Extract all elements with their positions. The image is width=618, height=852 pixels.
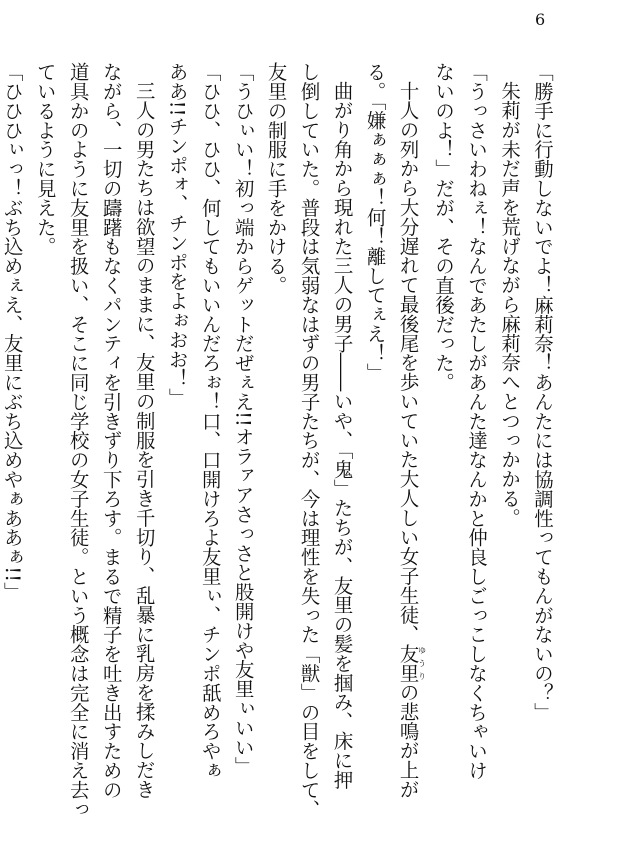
text-line-13: 三人の男たちは欲望のままに、友里の制服を引き千切り、乱暴に乳房を揉みしだき: [132, 81, 156, 800]
text-line-5: [391, 62, 426, 822]
text-line-7: 曲がり角から現れた三人の男子――いや、「鬼」たちが、友里の髪を掴み、床に押: [330, 81, 354, 790]
novel-text: [0, 62, 558, 822]
text-line-14: ながら、一切の躊躇もなくパンティを引きずり下ろす。まるで精子を吐き出すための: [99, 62, 123, 800]
text-line-5-after: の悲鳴が上が: [396, 682, 420, 800]
text-line-8: し倒していた。普段は気弱なはずの男子たちが、今は理性を失った「獣」の目をして、: [297, 62, 321, 819]
text-line-15: 道具かのように友里を扱い、そこに同じ学校の女子生徒。という概念は完全に消え去っ: [66, 62, 90, 819]
text-line-10: 「うひぃい！初っ端からゲットだぜぇえ!!オラァアさっさと股開けや友里ぃいい」: [231, 62, 255, 776]
text-line-2: 朱莉が未だ声を荒げながら麻莉奈へとつっかかる。: [498, 81, 522, 528]
page-number: 6: [535, 10, 546, 29]
text-line-17: 「ひひひぃっ！ぶち込めぇえ、友里にぶち込めやぁああぁ!!」: [0, 62, 24, 602]
ruby-base: 友里: [396, 644, 420, 683]
ruby-yuri: [396, 644, 427, 683]
text-line-12: ああ!!チンポォ、チンポをよぉおお！」: [165, 62, 189, 408]
text-line-16: ているように見えた。: [33, 62, 57, 256]
text-line-9: 友里の制服に手をかける。: [264, 62, 288, 295]
text-line-6: る。「嫌ぁぁぁ！何！離してぇえ！」: [363, 62, 387, 383]
text-line-11: 「ひひ、ひひ、何してもいいんだろぉ！口、口開けろよ友里ぃ、チンポ舐めろやぁ: [198, 62, 222, 780]
text-line-1: 「勝手に行動しないでよ！麻莉奈！あんたには協調性ってもんがないの？」: [531, 62, 554, 722]
text-line-3: 「うっさいわねぇ！なんであたしがあんた達なんかと仲良しごっこしなくちゃいけ: [465, 62, 489, 780]
text-line-4: ないのよ！」だが、その直後だった。: [432, 62, 456, 392]
text-line-5-before: 十人の列から大分遅れて最後尾を歩いていた大人しい女子生徒、: [396, 81, 420, 644]
ruby-reading: ゆうり: [417, 644, 427, 683]
